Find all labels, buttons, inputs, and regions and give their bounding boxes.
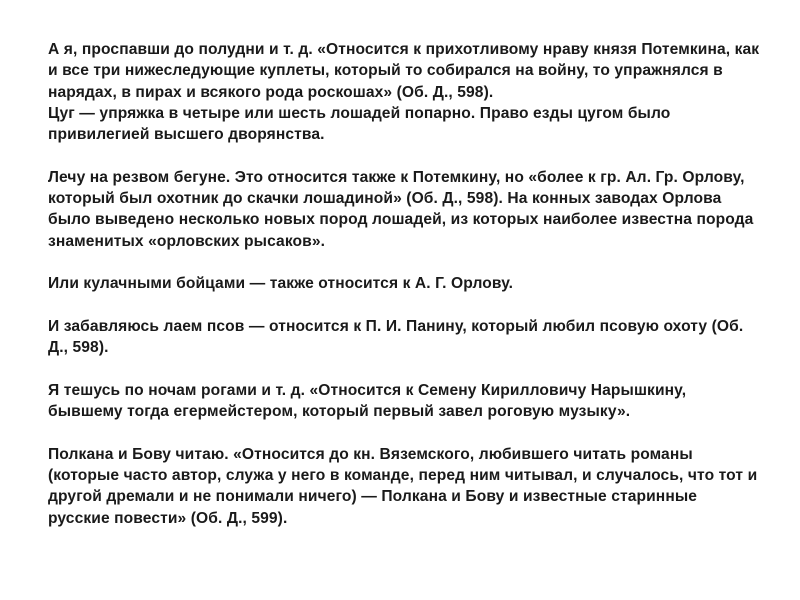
paragraph-fighters: Или кулачными бойцами — также относится к А. Г. Орлову. [48,275,514,293]
paragraph-vyazemsky: Полкана и Бову читаю. «Относится до кн. Вяземского, любившего читать романы (которые часто автор, служа у него в команде, перед ним читывал, и случалось, что тот и другой дремали и не понимали ничего) — Полкана и Бову и известные старинные русские повести» (Об. Д., 599). [48,445,758,527]
paragraph-gap [48,252,760,273]
paragraph-gap [48,295,760,316]
paragraph-panin: И забавляюсь лаем псов — относится к П. И. Панину, который любил псовую охоту (Об. Д., 598). [48,317,744,357]
commentary-text [48,39,760,529]
paragraph-naryshkin: Я тешусь по ночам рогами и т. д. «Относится к Семену Кирилловичу Нарышкину, бывшему тогда егермейстером, который первый завел роговую музыку». [48,381,687,421]
paragraph-gap [48,145,760,166]
paragraph-orlov-horses: Лечу на резвом бегуне. Это относится также к Потемкину, но «более к гр. Ал. Гр. Орлову, который был охотник до скачки лошадиной» (Об. Д., 598). На конных заводах Орлова было выведено несколько новых пород лошадей, из которых наиболее известна порода знаменитых «орловских рысаков». [48,168,754,250]
paragraph-gap [48,422,760,443]
paragraph-tsug: Цуг — упряжка в четыре или шесть лошадей попарно. Право езды цугом было привилегией высшего дворянства. [48,104,671,144]
paragraph-gap [48,358,760,379]
paragraph-potemkin: А я, проспавши до полудни и т. д. «Относится к прихотливому нраву князя Потемкина, как и все три нижеследующие куплеты, который то собирался на войну, то упражнялся в нарядах, в пирах и всякого рода роскошах» (Об. Д., 598). [48,41,760,101]
